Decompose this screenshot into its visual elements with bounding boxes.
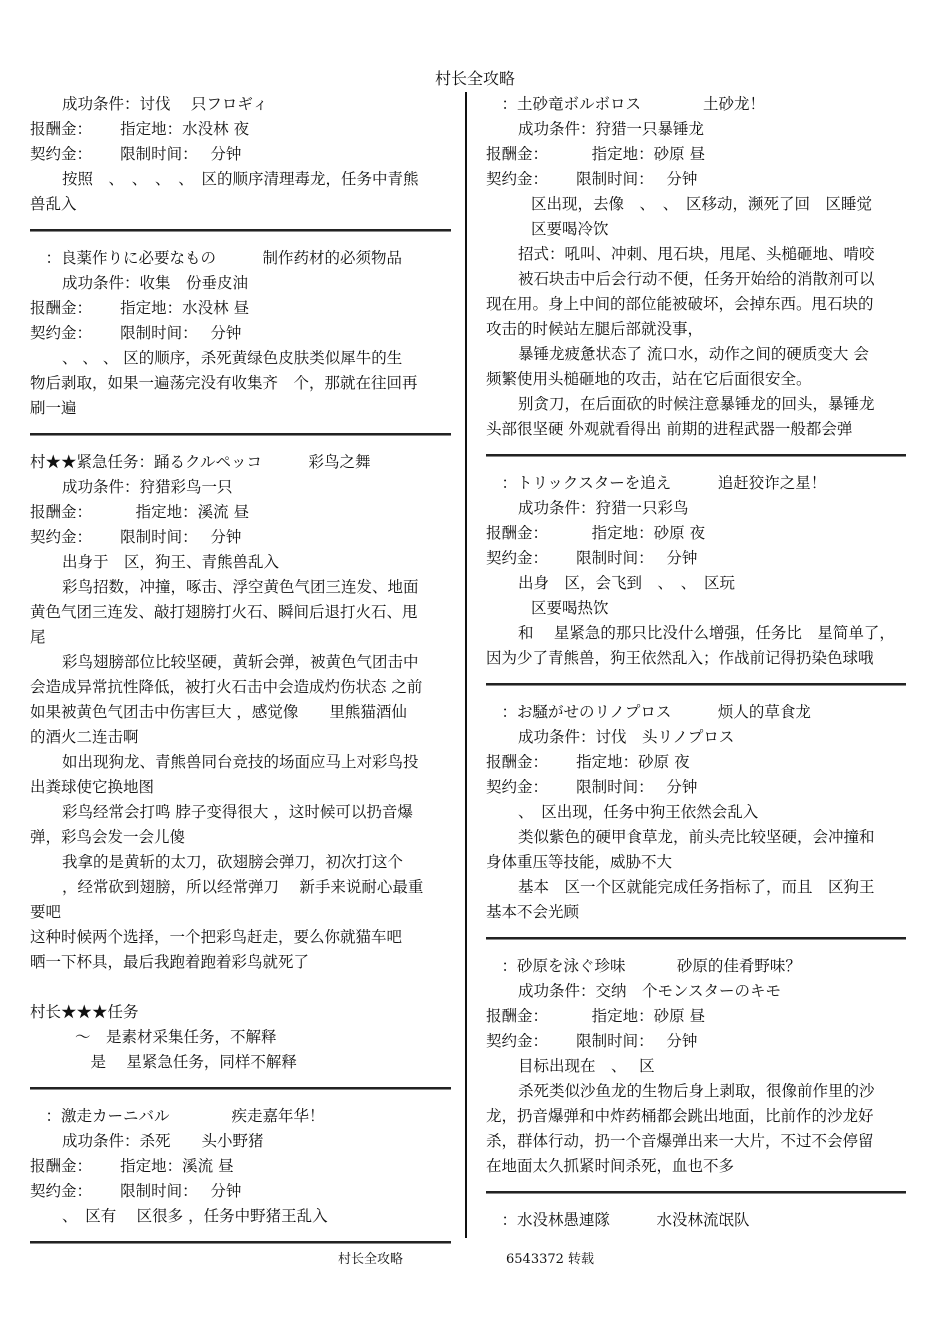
text-line: 频繁使用头槌砸地的攻击，站在它后面很安全。 bbox=[486, 370, 812, 388]
text-line: 基本 区一个区就能完成任务指标了，而且 区狗王 bbox=[518, 878, 875, 896]
section-heading: ：土砂竜ボルボロス 土砂龙！ bbox=[486, 95, 766, 113]
right-section bbox=[486, 954, 906, 1179]
text-line: 成功条件：狩猎彩鸟一只 bbox=[62, 478, 233, 496]
text-line: 契约金： 限制时间： 分钟 bbox=[30, 145, 242, 163]
text-line: 契约金： 限制时间： 分钟 bbox=[30, 324, 242, 342]
text-line: 黄色气团三连发、敲打翅膀打火石、瞬间后退打火石、甩 bbox=[30, 603, 418, 621]
text-line: 弹，彩鸟会发一会儿傻 bbox=[30, 828, 186, 846]
text-line: 这种时候两个选择，一个把彩鸟赶走，要么你就猫车吧 bbox=[30, 928, 403, 946]
text-line: 现在用。身上中间的部位能被破坏，会掉东西。甩石块的 bbox=[486, 295, 874, 313]
text-line: 的酒火二连击啊 bbox=[30, 728, 139, 746]
section-separator bbox=[30, 229, 451, 232]
text-line: 目标出现在 、 区 bbox=[518, 1057, 655, 1075]
text-line: 要吧 bbox=[30, 903, 62, 921]
section-heading: ：砂原を泳ぐ珍味 砂原的佳肴野味？ bbox=[486, 957, 801, 975]
left-column bbox=[30, 92, 451, 1258]
text-line: 出身 区，会飞到 、 、 区玩 bbox=[518, 574, 736, 592]
text-line: 杀死类似沙鱼龙的生物后身上剥取，很像前作里的沙 bbox=[518, 1082, 875, 1100]
text-line: 报酬金： 指定地：溪流 昼 bbox=[30, 503, 250, 521]
text-line: 物后剥取，如果一遍荡完没有收集齐 个，那就在往回再 bbox=[30, 374, 418, 392]
text-line: 、 区出现，任务中狗王依然会乱入 bbox=[518, 803, 759, 821]
text-line: 成功条件：交纳 个モンスターのキモ bbox=[518, 982, 782, 1000]
text-line: 攻击的时候站左腿后部就没事， bbox=[486, 320, 704, 338]
text-line: 报酬金： 指定地：砂原 昼 bbox=[486, 1007, 706, 1025]
text-line: ～ 是素材采集任务，不解释 bbox=[75, 1028, 277, 1046]
section-separator bbox=[30, 1241, 451, 1244]
section-separator bbox=[486, 683, 906, 686]
text-line: 彩鸟翅膀部位比较坚硬，黄斩会弹，被黄色气团击中 bbox=[62, 653, 419, 671]
section-separator bbox=[486, 454, 906, 457]
text-line: 被石块击中后会行动不便，任务开始给的消散剂可以 bbox=[518, 270, 875, 288]
section-heading: 村★★紧急任务：踊るクルペッコ 彩鸟之舞 bbox=[30, 453, 371, 471]
text-line: 区出现，去像 、 、 区移动，濒死了回 区睡觉 bbox=[531, 195, 873, 213]
text-line: 出身于 区，狗王、青熊兽乱入 bbox=[62, 553, 280, 571]
text-line: 契约金： 限制时间： 分钟 bbox=[486, 1032, 698, 1050]
section-separator bbox=[30, 433, 451, 436]
section-heading: ：水没林愚連隊 水没林流氓队 bbox=[486, 1211, 750, 1229]
text-line: 契约金： 限制时间： 分钟 bbox=[30, 1182, 242, 1200]
text-line: 在地面太久抓紧时间杀死，血也不多 bbox=[486, 1157, 735, 1175]
text-line: 区要喝冷饮 bbox=[531, 220, 609, 238]
text-line: 村长★★★任务 bbox=[30, 1003, 139, 1021]
text-line: 契约金： 限制时间： 分钟 bbox=[486, 549, 698, 567]
text-line: 彩鸟招数，冲撞，啄击、浮空黄色气团三连发、地面 bbox=[62, 578, 419, 596]
text-line: 按照 、 、 、 、 区的顺序清理毒龙，任务中青熊 bbox=[62, 170, 419, 188]
text-line: 基本不会光顾 bbox=[486, 903, 580, 921]
text-line: 、 、 、 区的顺序，杀死黄绿色皮肤类似犀牛的生 bbox=[62, 349, 403, 367]
section-heading: ：トリックスターを追え 追赶狡诈之星！ bbox=[486, 474, 827, 492]
right-section bbox=[486, 1208, 906, 1233]
text-line: 是 星紧急任务，同样不解释 bbox=[75, 1053, 297, 1071]
section-separator bbox=[30, 1087, 451, 1090]
text-line: 和 星紧急的那只比没什么增强，任务比 星简单了， bbox=[518, 624, 895, 642]
text-line: ，经常砍到翅膀，所以经常弹刀 新手来说耐心最重 bbox=[62, 878, 424, 896]
text-line: 成功条件：收集 份垂皮油 bbox=[62, 274, 249, 292]
section-heading: ：激走カーニバル 疾走嘉年华！ bbox=[30, 1107, 325, 1125]
left-section bbox=[30, 246, 451, 421]
text-line: 招式：吼叫、冲刺、甩石块，甩尾、头槌砸地、啃咬 bbox=[518, 245, 875, 263]
text-line: 契约金： 限制时间： 分钟 bbox=[30, 528, 242, 546]
text-line: 尾 bbox=[30, 628, 46, 646]
text-line: 报酬金： 指定地：水没林 昼 bbox=[30, 299, 250, 317]
text-line: 刷一遍 bbox=[30, 399, 77, 417]
page-title: 村长全攻略 bbox=[434, 69, 515, 88]
text-line: 报酬金： 指定地：砂原 夜 bbox=[486, 753, 690, 771]
text-line: 报酬金： 指定地：水没林 夜 bbox=[30, 120, 250, 138]
text-line: 报酬金： 指定地：砂原 昼 bbox=[486, 145, 706, 163]
text-line: 别贪刀，在后面砍的时候注意暴锤龙的回头，暴锤龙 bbox=[518, 395, 875, 413]
text-line: 报酬金： 指定地：砂原 夜 bbox=[486, 524, 706, 542]
section-heading: ：良薬作りに必要なもの 制作药材的必须物品 bbox=[30, 249, 403, 267]
text-line: 成功条件：狩猎一只彩鸟 bbox=[518, 499, 689, 517]
left-section bbox=[30, 450, 451, 1075]
left-section bbox=[30, 92, 451, 217]
text-line: 如果被黄色气团击中伤害巨大 ，感觉像 里熊猫酒仙 bbox=[30, 703, 407, 721]
section-heading: ：お騒がせのリノプロス 烦人的草食龙 bbox=[486, 703, 811, 721]
text-line: 身体重压等技能，威胁不大 bbox=[486, 853, 673, 871]
left-section bbox=[30, 1104, 451, 1229]
section-heading: 成功条件：讨伐 只フロギィ bbox=[62, 95, 268, 113]
text-line: 契约金： 限制时间： 分钟 bbox=[486, 778, 698, 796]
text-line: 出粪球使它换地图 bbox=[30, 778, 155, 796]
section-separator bbox=[486, 937, 906, 940]
footer-left-text: 村长全攻略 bbox=[338, 1252, 404, 1267]
text-line: 成功条件：狩猎一只暴锤龙 bbox=[518, 120, 705, 138]
text-line: 杀，群体行动，扔一个音爆弹出来一大片，不过不会停留 bbox=[486, 1132, 874, 1150]
section-separator bbox=[486, 1191, 906, 1194]
text-line: 区要喝热饮 bbox=[531, 599, 609, 617]
text-line: 成功条件：杀死 头小野猪 bbox=[62, 1132, 264, 1150]
right-section bbox=[486, 700, 906, 925]
text-line: 成功条件：讨伐 头リノプロス bbox=[518, 728, 735, 746]
text-line: 彩鸟经常会打鸣 脖子变得很大 ，这时候可以扔音爆 bbox=[62, 803, 413, 821]
text-line: 头部很坚硬 外观就看得出 前期的进程武器一般都会弹 bbox=[486, 420, 853, 438]
text-line: 类似紫色的硬甲食草龙，前头壳比较坚硬，会冲撞和 bbox=[518, 828, 875, 846]
text-line: 因为少了青熊兽，狗王依然乱入；作战前记得扔染色球哦 bbox=[486, 649, 874, 667]
text-line: 、 区有 区很多 ，任务中野猪王乱入 bbox=[62, 1207, 328, 1225]
text-line: 兽乱入 bbox=[30, 195, 77, 213]
text-line: 报酬金： 指定地：溪流 昼 bbox=[30, 1157, 234, 1175]
text-line: 晒一下杯具，最后我跑着跑着彩鸟就死了 bbox=[30, 953, 310, 971]
text-line bbox=[30, 975, 451, 1000]
text-line: 暴锤龙疲惫状态了 流口水，动作之间的硬质变大 会 bbox=[518, 345, 869, 363]
footer-right-text: 6543372 转载 bbox=[506, 1252, 595, 1267]
column-divider bbox=[465, 92, 467, 1238]
text-line: 契约金： 限制时间： 分钟 bbox=[486, 170, 698, 188]
right-column bbox=[486, 92, 906, 1233]
right-section bbox=[486, 471, 906, 671]
text-line: 如出现狗龙、青熊兽同台竞技的场面应马上对彩鸟投 bbox=[62, 753, 419, 771]
text-line: 龙，扔音爆弹和中炸药桶都会跳出地面，比前作的沙龙好 bbox=[486, 1107, 874, 1125]
right-section bbox=[486, 92, 906, 442]
text-line: 会造成异常抗性降低，被打火石击中会造成灼伤状态 之前 bbox=[30, 678, 423, 696]
text-line: 我拿的是黄斩的太刀，砍翅膀会弹刀，初次打这个 bbox=[62, 853, 404, 871]
